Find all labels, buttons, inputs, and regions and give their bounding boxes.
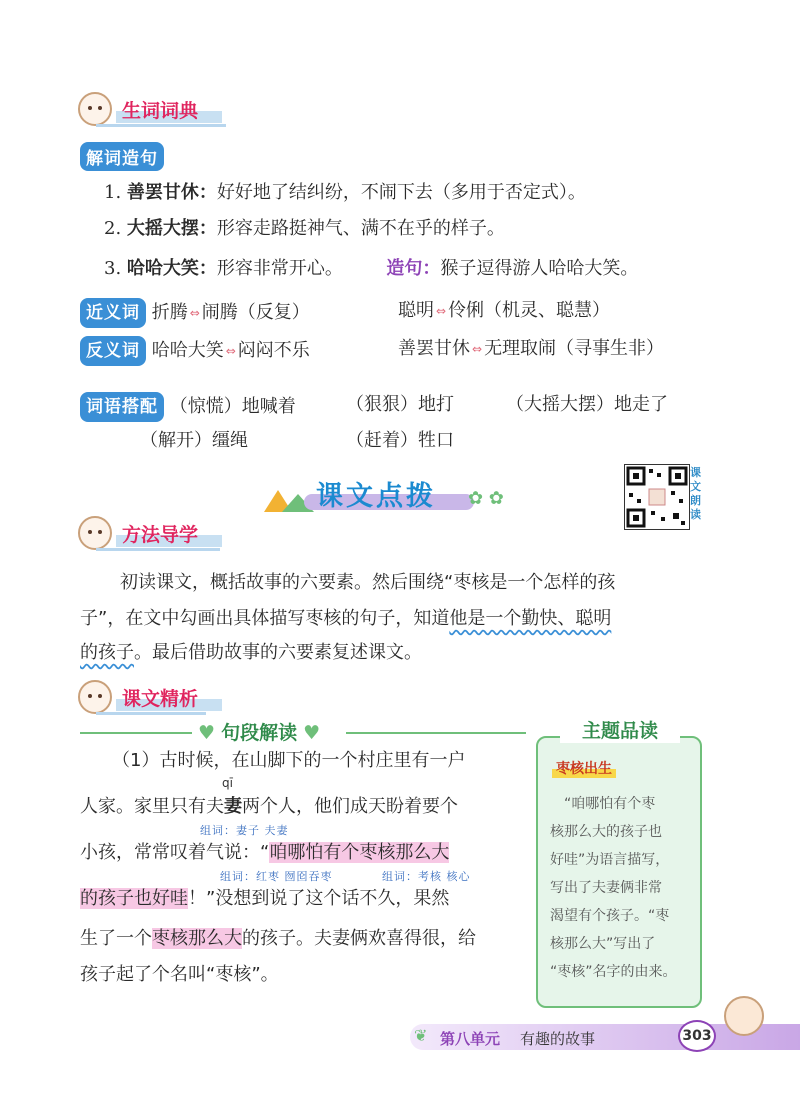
word-note: 组词：红枣 囫囵吞枣 xyxy=(220,870,333,883)
page-number: 303 xyxy=(678,1020,716,1052)
vocab-item-2: 2. 大摇大摆：形容走路挺神气、满不在乎的样子。 xyxy=(104,218,505,239)
vocab-header-title: 生词词典 xyxy=(116,96,222,123)
theme-heading: 主题品读 xyxy=(560,716,680,743)
method-line-2: 子”，在文中勾画出具体描写枣核的句子，知道他是一个勤快、聪明 xyxy=(80,608,612,629)
collocation-tag: 词语搭配 xyxy=(80,392,164,422)
synonym-row-2: 聪明 ⇔ 伶俐（机灵、聪慧） xyxy=(398,300,611,321)
vocab-header xyxy=(78,94,222,124)
highlight: 的孩子也好哇 xyxy=(80,888,188,909)
method-line-1: 初读课文，概括故事的六要素。然后围绕“枣核是一个怎样的孩 xyxy=(120,572,616,593)
analysis-header xyxy=(78,682,222,712)
sentence-label: 造句： xyxy=(386,258,441,279)
pinyin: qī xyxy=(222,776,233,790)
para-line-5: 生了一个枣核那么大的孩子。夫妻俩欢喜得很，给 xyxy=(80,928,476,949)
footer-title: 有趣的故事 xyxy=(520,1030,596,1048)
qr-code-icon xyxy=(625,465,689,529)
method-header xyxy=(78,518,222,548)
vocab-item-1: 1. 善罢甘休：好好地了结纠纷，不闹下去（多用于否定式）。 xyxy=(104,182,586,203)
sprout-icon: ✿ ✿ xyxy=(468,488,504,509)
analysis-header-title: 课文精析 xyxy=(116,684,222,711)
double-arrow-icon: ⇔ xyxy=(436,304,447,318)
para-line-3: 小孩，常常叹着气说：“咱哪怕有个枣核那么大 xyxy=(80,842,450,863)
tag-jieci: 解词造句 xyxy=(80,142,164,171)
vocab-item-3: 3. 哈哈大笑：形容非常开心。 造句：猴子逗得游人哈哈大笑。 xyxy=(104,258,639,279)
divider xyxy=(96,712,206,715)
collocation-row-1: 词语搭配 （惊慌）地喊着 xyxy=(80,392,296,422)
theme-text: “咱哪怕有个枣 核那么大的孩子也 好哇”为语言描写， 写出了夫妻俩非常 渴望有个孩子。“枣 核那么大”写出了 “枣核”名字的由来。 xyxy=(550,796,677,980)
mascot-icon xyxy=(78,680,112,714)
leaf-icon: ❦ xyxy=(414,1026,428,1045)
mascot-icon xyxy=(78,516,112,550)
sub-heading-left: ♥ 句段解读 ♥ xyxy=(198,722,321,744)
collocation-item: （解开）缰绳 xyxy=(140,430,248,451)
banner xyxy=(260,472,460,516)
word-note: 组词：考核 核心 xyxy=(382,870,471,883)
theme-tag: 枣核出生 xyxy=(552,758,616,778)
collocation-item: （大摇大摆）地走了 xyxy=(506,394,668,415)
mascot-icon xyxy=(78,92,112,126)
antonym-row-2: 善罢甘休 ⇔ 无理取闹（寻事生非） xyxy=(398,338,665,359)
method-header-title: 方法导学 xyxy=(116,520,222,547)
para-line-6: 孩子起了个名叫“枣核”。 xyxy=(80,964,279,985)
banner-title: 课文点拨 xyxy=(316,481,436,512)
qr-code[interactable] xyxy=(624,464,690,530)
synonym-row: 近义词 折腾 ⇔ 闹腾（反复） xyxy=(80,298,310,328)
highlight: 枣核那么大 xyxy=(152,928,242,949)
collocation-item: （赶着）牲口 xyxy=(346,430,454,451)
para-line-4: 的孩子也好哇！”没想到说了这个话不久，果然 xyxy=(80,888,450,909)
sentence-text: 猴子逗得游人哈哈大笑。 xyxy=(440,258,639,279)
para-line-2: 人家。家里只有夫妻两个人，他们成天盼着要个 xyxy=(80,796,458,817)
divider xyxy=(96,548,220,551)
leaf-icon: ♥ xyxy=(303,722,321,744)
footer-unit: 第八单元 xyxy=(440,1030,501,1048)
double-arrow-icon: ⇔ xyxy=(472,342,483,356)
collocation-item: （狠狠）地打 xyxy=(346,394,454,415)
mascot-icon xyxy=(724,996,764,1036)
qr-label: 课文朗读 xyxy=(690,466,701,521)
divider xyxy=(80,732,192,734)
word-note: 组词：妻子 夫妻 xyxy=(200,824,289,837)
divider xyxy=(96,124,226,127)
antonym-row: 反义词 哈哈大笑 ⇔ 闷闷不乐 xyxy=(80,336,310,366)
leaf-icon: ♥ xyxy=(198,722,216,744)
highlight: 咱哪怕有个枣核那么大 xyxy=(269,842,450,863)
synonym-tag: 近义词 xyxy=(80,298,146,328)
para-line-1: （1）古时候，在山脚下的一个村庄里有一户 xyxy=(112,750,466,771)
double-arrow-icon: ⇔ xyxy=(225,344,236,358)
double-arrow-icon: ⇔ xyxy=(189,306,200,320)
method-line-3: 的孩子。最后借助故事的六要素复述课文。 xyxy=(80,642,422,663)
divider xyxy=(346,732,526,734)
antonym-tag: 反义词 xyxy=(80,336,146,366)
